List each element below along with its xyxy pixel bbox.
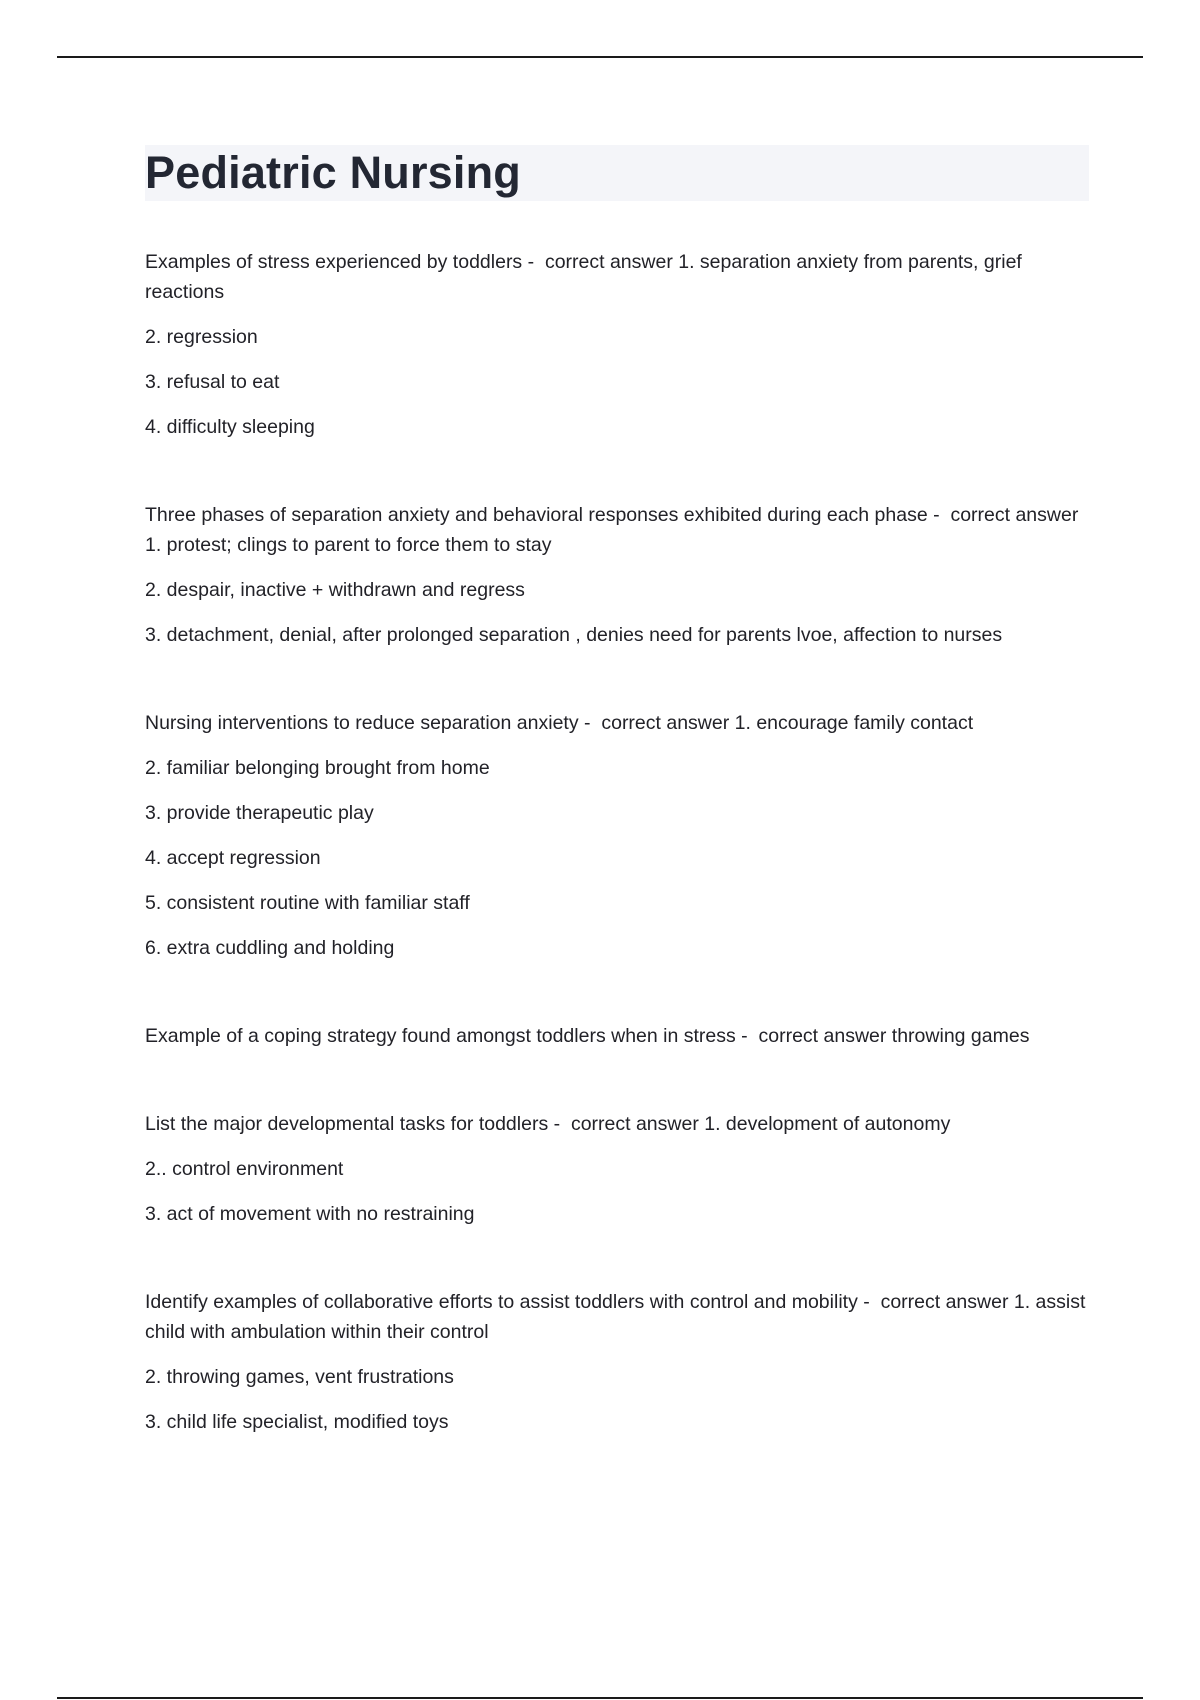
top-divider — [57, 56, 1143, 58]
answer-text: throwing games — [891, 1025, 1030, 1047]
flashcard-question-line — [145, 500, 1090, 560]
flashcard-6 — [145, 1287, 1090, 1437]
answer-item: 2. despair, inactive + withdrawn and regress — [145, 579, 525, 601]
flashcard-question-line — [145, 1021, 1090, 1051]
document-body — [145, 145, 1090, 1437]
question-text: Examples of stress experienced by toddlers - — [145, 251, 545, 273]
answer-text: 1. separation anxiety from parents, grief reactions — [145, 251, 1022, 303]
answer-text: 1. encourage family contact — [734, 712, 974, 734]
flashcard-question-line — [145, 708, 1090, 738]
answer-item: 3. detachment, denial, after prolonged separation , denies need for parents lvoe, affection to nurses — [145, 624, 1003, 646]
flashcard-question-line — [145, 1109, 1090, 1139]
answer-item: 4. accept regression — [145, 847, 321, 869]
answer-item: 6. extra cuddling and holding — [145, 937, 395, 959]
answer-item: 3. provide therapeutic play — [145, 802, 374, 824]
answer-label: correct answer — [570, 1113, 699, 1135]
answer-item: 2. regression — [145, 326, 258, 348]
answer-label: correct answer — [758, 1025, 887, 1047]
bottom-divider — [57, 1697, 1143, 1699]
flashcard-4 — [145, 1021, 1090, 1051]
question-text: Three phases of separation anxiety and behavioral responses exhibited during each phase - — [145, 504, 950, 526]
answer-label: correct answer — [950, 504, 1079, 526]
answer-item: 2. familiar belonging brought from home — [145, 757, 490, 779]
question-text: List the major developmental tasks for toddlers - — [145, 1113, 571, 1135]
question-text: Nursing interventions to reduce separation anxiety - — [145, 712, 601, 734]
question-text: Example of a coping strategy found amongst toddlers when in stress - — [145, 1025, 759, 1047]
answer-item: 3. refusal to eat — [145, 371, 280, 393]
answer-item: 3. child life specialist, modified toys — [145, 1411, 449, 1433]
document-title: Pediatric Nursing — [145, 147, 521, 198]
flashcard-2 — [145, 500, 1090, 650]
answer-item: 2. throwing games, vent frustrations — [145, 1366, 454, 1388]
answer-text: 1. development of autonomy — [704, 1113, 951, 1135]
flashcard-5 — [145, 1109, 1090, 1229]
flashcard-1 — [145, 247, 1090, 442]
flashcard-question-line — [145, 247, 1090, 307]
flashcard-3 — [145, 708, 1090, 963]
answer-item: 4. difficulty sleeping — [145, 416, 315, 438]
flashcard-question-line — [145, 1287, 1090, 1347]
answer-label: correct answer — [601, 712, 730, 734]
answer-text: 1. protest; clings to parent to force them to stay — [145, 534, 552, 556]
answer-item: 2.. control environment — [145, 1158, 344, 1180]
answer-item: 5. consistent routine with familiar staff — [145, 892, 470, 914]
answer-label: correct answer — [544, 251, 673, 273]
question-text: Identify examples of collaborative efforts to assist toddlers with control and mobility - — [145, 1291, 881, 1313]
answer-label: correct answer — [880, 1291, 1009, 1313]
answer-text: 1. assist child with ambulation within their control — [145, 1291, 1086, 1343]
title-banner — [145, 145, 1089, 201]
answer-item: 3. act of movement with no restraining — [145, 1203, 475, 1225]
